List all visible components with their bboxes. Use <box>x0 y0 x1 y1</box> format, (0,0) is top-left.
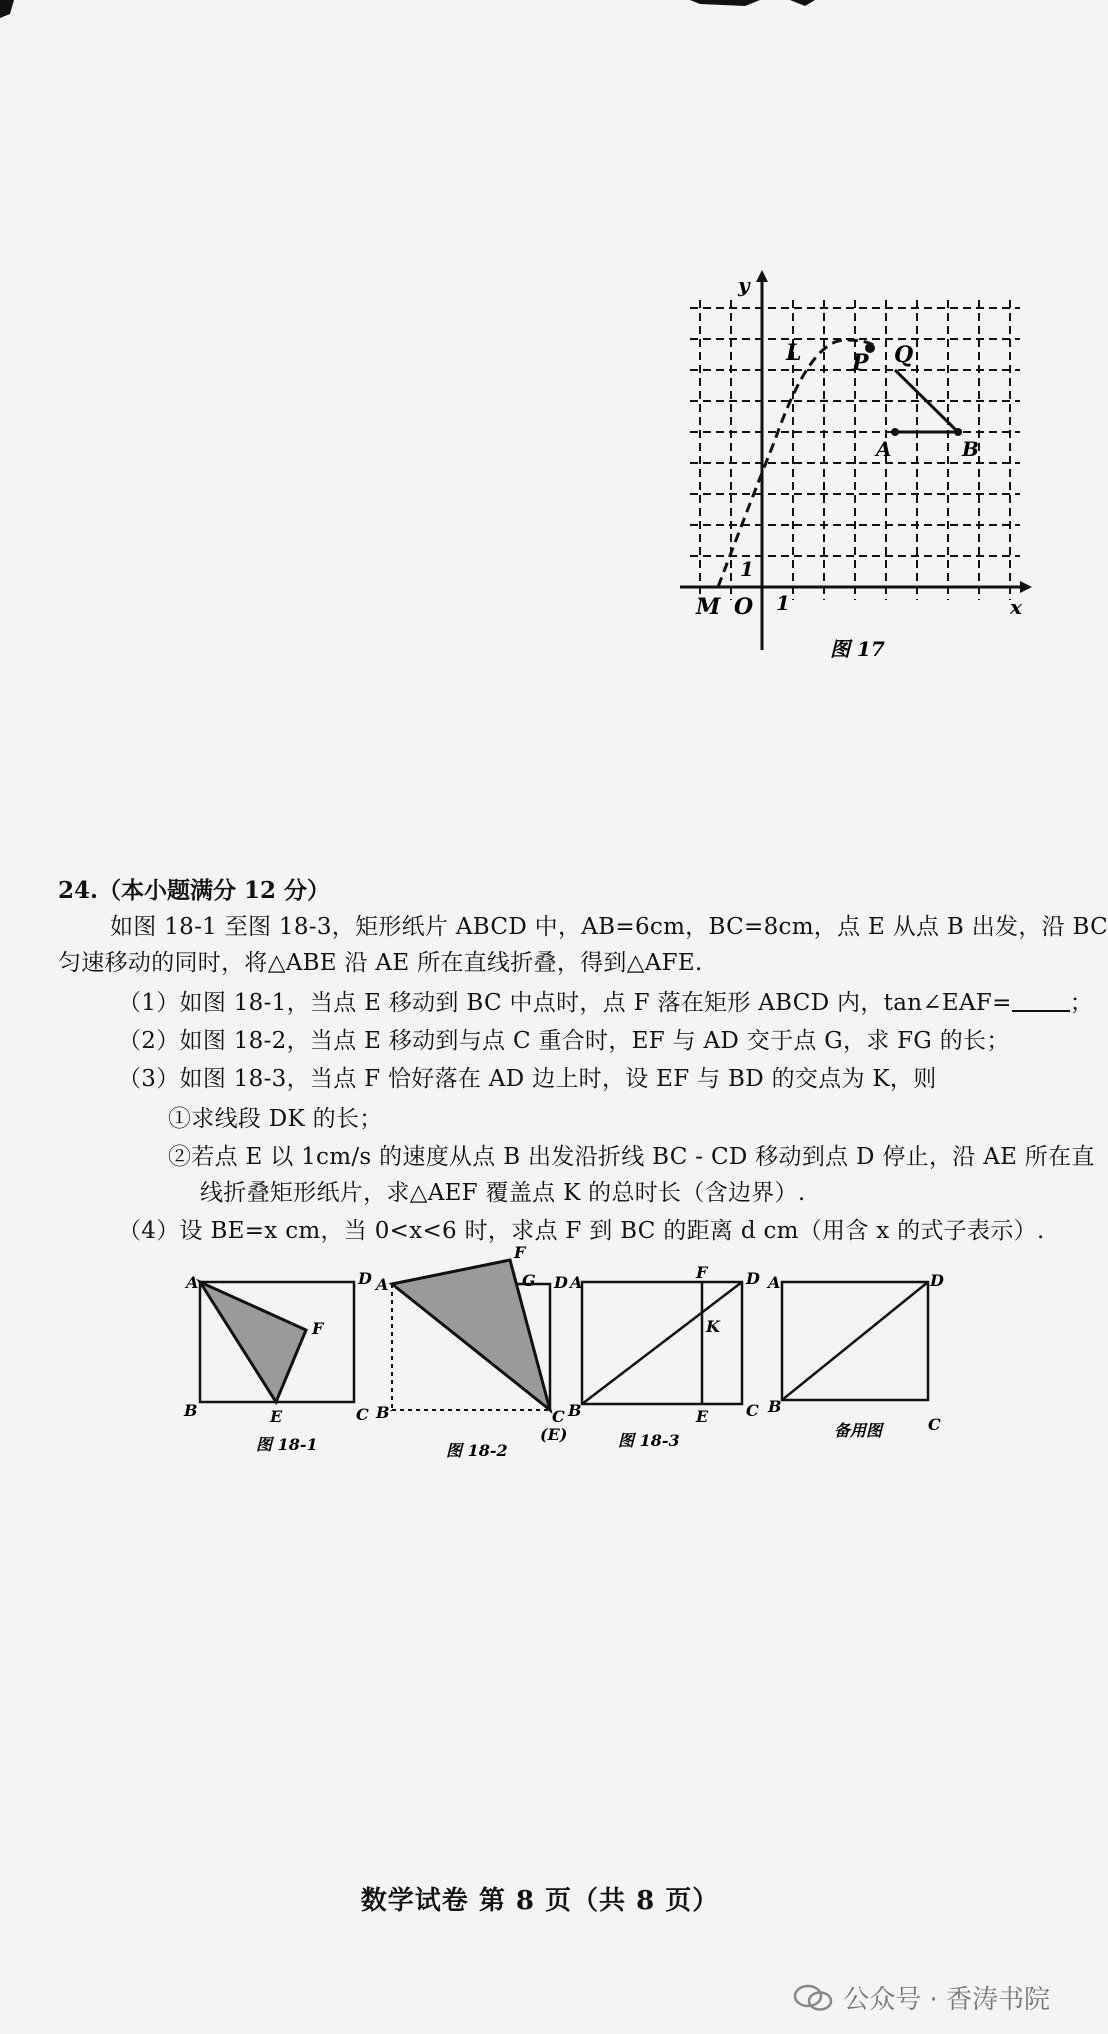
f2-F: F <box>514 1243 526 1262</box>
page-footer: 数学试卷 第 8 页（共 8 页） <box>360 1886 720 1916</box>
f3-C: C <box>746 1401 759 1420</box>
f4-caption: 备用图 <box>834 1421 883 1440</box>
figure-18-1 <box>183 1269 372 1454</box>
question-line-2: 匀速移动的同时，将△ABE 沿 AE 所在直线折叠，得到△AFE. <box>58 950 703 976</box>
question-line-1: 如图 18-1 至图 18-3，矩形纸片 ABCD 中，AB=6cm，BC=8cm，点 E 从点 B 出发，沿 BC <box>110 914 1108 940</box>
fig17-P-label: P <box>852 350 869 376</box>
question-part-2: （2）如图 18-2，当点 E 移动到与点 C 重合时，EF 与 AD 交于点 G，求 FG 的长； <box>118 1028 1010 1054</box>
watermark <box>793 1979 1050 2016</box>
f1-D: D <box>358 1269 372 1288</box>
figure-18-2 <box>374 1243 568 1460</box>
f4-B: B <box>768 1397 782 1416</box>
f2-C: C <box>552 1407 565 1426</box>
fig17-A-label: A <box>876 437 892 461</box>
f3-caption: 图 18-3 <box>618 1431 680 1450</box>
f3-B: B <box>568 1401 582 1420</box>
question-heading: 24.（本小题满分 12 分） <box>58 877 331 904</box>
fig17-caption: 图 17 <box>830 637 885 661</box>
f4-D: D <box>930 1271 944 1290</box>
top-edge-marks <box>0 0 1080 22</box>
f1-B: B <box>184 1401 198 1420</box>
question-part-3-sub-1: ①求线段 DK 的长； <box>168 1106 383 1132</box>
fig17-M-label: M <box>696 594 721 620</box>
fig17-Q-label: Q <box>894 342 914 368</box>
f2-caption: 图 18-2 <box>446 1441 508 1460</box>
fig17-one-y: 1 <box>740 557 754 581</box>
f1-F: F <box>312 1319 324 1338</box>
figures-18 <box>170 1240 1050 1490</box>
f3-E: E <box>696 1407 709 1426</box>
f2-A: A <box>376 1275 389 1294</box>
f2-G: G <box>522 1271 536 1290</box>
figure-18-3 <box>567 1263 760 1450</box>
question-part-3-sub-2: ②若点 E 以 1cm/s 的速度从点 B 出发沿折线 BC - CD 移动到点 D 停止，沿 AE 所在直 <box>168 1144 1095 1170</box>
fig17-one-x: 1 <box>776 591 790 615</box>
f2-D: D <box>554 1273 568 1292</box>
f1-A: A <box>186 1273 199 1292</box>
f4-A: A <box>768 1273 781 1292</box>
question-part-4: （4）设 BE=x cm，当 0<x<6 时，求点 F 到 BC 的距离 d cm（用含 x 的式子表示）. <box>118 1218 1045 1244</box>
f2-E: (E) <box>540 1425 568 1444</box>
fig17-B-label: B <box>962 437 979 461</box>
fig17-L-label: L <box>786 340 802 366</box>
f1-C: C <box>356 1405 369 1424</box>
fig17-O-label: O <box>734 594 754 620</box>
question-part-3-sub-2-cont: 线折叠矩形纸片，求△AEF 覆盖点 K 的总时长（含边界）. <box>200 1180 806 1206</box>
question-part-1-tail: ； <box>1069 990 1094 1016</box>
fig17-y-label: y <box>738 273 750 297</box>
f3-K: K <box>706 1317 720 1336</box>
fig17-x-label: x <box>1010 595 1022 619</box>
answer-blank <box>1012 992 1070 1012</box>
figure-spare <box>766 1271 944 1440</box>
f4-C: C <box>928 1415 941 1434</box>
wechat-logo-icon <box>793 1984 833 2012</box>
question-part-1-text: （1）如图 18-1，当点 E 移动到 BC 中点时，点 F 落在矩形 ABCD 内，tan∠EAF= <box>118 990 1012 1016</box>
f3-D: D <box>746 1269 760 1288</box>
watermark-text: 公众号 · 香涛书院 <box>843 1985 1050 2015</box>
f3-A: A <box>570 1273 583 1292</box>
question-part-3: （3）如图 18-3，当点 F 恰好落在 AD 边上时，设 EF 与 BD 的交点为 K，则 <box>118 1066 937 1092</box>
f1-caption: 图 18-1 <box>256 1435 318 1454</box>
f3-F: F <box>696 1263 708 1282</box>
question-part-1 <box>118 984 1093 1017</box>
f2-B: B <box>376 1403 390 1422</box>
f1-E: E <box>270 1407 283 1426</box>
figure-17-graph <box>680 270 1040 670</box>
